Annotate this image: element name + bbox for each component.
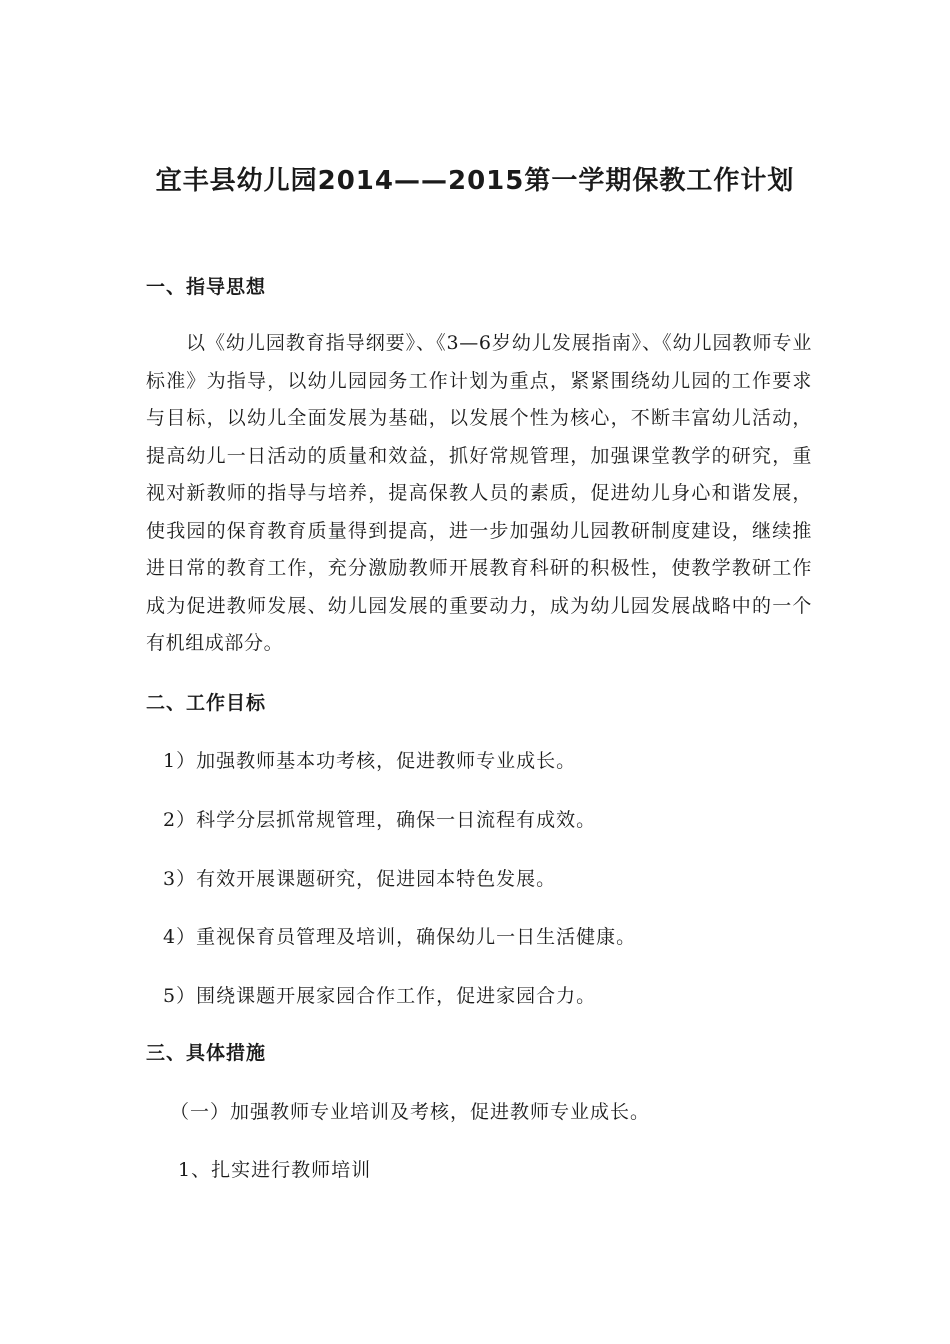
goal-item: 3）有效开展课题研究，促进园本特色发展。 (163, 868, 557, 890)
goal-item: 1）加强教师基本功考核，促进教师专业成长。 (163, 750, 577, 772)
measures-point: 1、扎实进行教师培训 (178, 1159, 372, 1181)
goal-item: 4）重视保育员管理及培训，确保幼儿一日生活健康。 (163, 926, 637, 948)
section-heading-work-goals: 二、工作目标 (146, 692, 267, 714)
section-heading-guiding-ideology: 一、指导思想 (146, 276, 267, 298)
measures-subheading: （一）加强教师专业培训及考核，促进教师专业成长。 (170, 1101, 651, 1123)
goal-item: 5）围绕课题开展家园合作工作，促进家园合力。 (163, 985, 597, 1007)
goal-item: 2）科学分层抓常规管理，确保一日流程有成效。 (163, 809, 597, 831)
document-title: 宜丰县幼儿园2014——2015第一学期保教工作计划 (155, 166, 795, 196)
guiding-ideology-paragraph: 以《幼儿园教育指导纲要》、《3—6岁幼儿发展指南》、《幼儿园教师专业标准》为指导，以幼儿园园务工作计划为重点，紧紧围绕幼儿园的工作要求与目标，以幼儿全面发展为基础，以发展个性为核心，不断丰富幼儿活动，提高幼儿一日活动的质量和效益，抓好常规管理，加强课堂教学的研究，重视对新教师的指导与培养，提高保教人员的素质，促进幼儿身心和谐发展，使我园的保育教育质量得到提高，进一步加强幼儿园教研制度建设，继续推进日常的教育工作，充分激励教师开展教育科研的积极性，使教学教研工作成为促进教师发展、幼儿园发展的重要动力，成为幼儿园发展战略中的一个有机组成部分。 (146, 332, 812, 654)
section-heading-specific-measures: 三、具体措施 (146, 1042, 267, 1064)
